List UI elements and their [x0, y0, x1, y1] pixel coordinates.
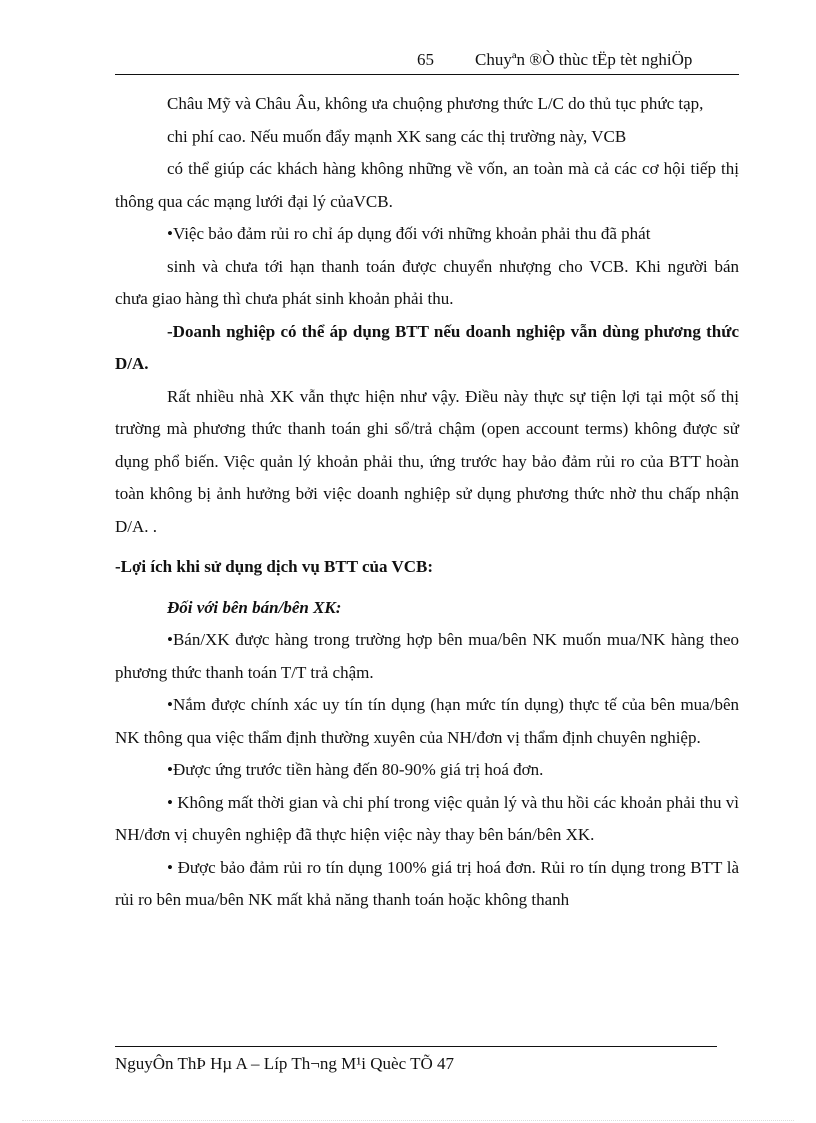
bullet-save-time: • Không mất thời gian và chi phí trong việc quản lý và thu hồi các khoản phải thu vì NH/đơn vị chuyên nghiệp đã thực hiện việc này thay bên bán/bên XK.	[115, 792, 739, 844]
paragraph-1: Châu Mỹ và Châu Âu, không ưa chuộng phương thức L/C do thủ tục phức tạp,	[167, 94, 704, 113]
bullet-advance-payment: •Được ứng trước tiền hàng đến 80-90% giá trị hoá đơn.	[167, 760, 544, 779]
section-heading-da: -Doanh nghiệp có thể áp dụng BTT nếu doanh nghiệp vẫn dùng phương thức D/A.	[115, 321, 739, 373]
bullet-credit-rating: •Nắm được chính xác uy tín tín dụng (hạn mức tín dụng) thực tế của bên mua/bên NK thông qua việc thẩm định thường xuyên của NH/đơn vị thẩm định chuyên nghiệp.	[115, 695, 739, 747]
paragraph-3: có thể giúp các khách hàng không những về vốn, an toàn mà cả các cơ hội tiếp thị thông qua các mạng lưới đại lý củaVCB.	[115, 159, 739, 211]
paragraph-7: Rất nhiều nhà XK vẫn thực hiện như vậy. Điều này thực sự tiện lợi tại một số thị trường mà phương thức thanh toán ghi sổ/trả chậm (open account terms) không được sử dụng phổ biến. Việc quản lý khoản phải thu, ứng trước hay bảo đảm rủi ro của BTT hoàn toàn không bị ảnh hưởng bởi việc doanh nghiệp sử dụng phương thức nhờ thu chấp nhận D/A. .	[115, 386, 739, 536]
page-number: 65	[417, 50, 434, 69]
paragraph-5: sinh và chưa tới hạn thanh toán được chuyển nhượng cho VCB. Khi người bán chưa giao hàng thì chưa phát sinh khoản phải thu.	[115, 256, 739, 308]
bullet-risk-guarantee: •Việc bảo đảm rủi ro chỉ áp dụng đối với những khoản phải thu đã phát	[167, 224, 651, 243]
subheading-seller: Đối với bên bán/bên XK:	[167, 597, 342, 617]
page-header	[115, 48, 739, 72]
section-heading-benefits: -Lợi ích khi sử dụng dịch vụ BTT của VCB:	[115, 557, 434, 576]
page-edge-dots	[22, 1120, 794, 1121]
running-title: Chuyªn ®Ò thùc tËp tèt nghiÖp	[475, 50, 693, 69]
paragraph-2: chi phí cao. Nếu muốn đẩy mạnh XK sang các thị trường này, VCB	[167, 126, 627, 146]
page-footer: NguyÔn ThÞ Hµ A – Líp Th¬ng M¹i Quèc TÕ 47	[115, 1054, 454, 1073]
document-body	[115, 88, 739, 917]
bullet-sell-goods: •Bán/XK được hàng trong trường hợp bên mua/bên NK muốn mua/NK hàng theo phương thức thanh toán T/T trả chậm.	[115, 630, 739, 682]
footer-rule	[115, 1046, 717, 1047]
bullet-credit-risk: • Được bảo đảm rủi ro tín dụng 100% giá trị hoá đơn. Rủi ro tín dụng trong BTT là rủi ro bên mua/bên NK mất khả năng thanh toán hoặc không thanh	[115, 857, 739, 909]
header-rule	[115, 74, 739, 75]
